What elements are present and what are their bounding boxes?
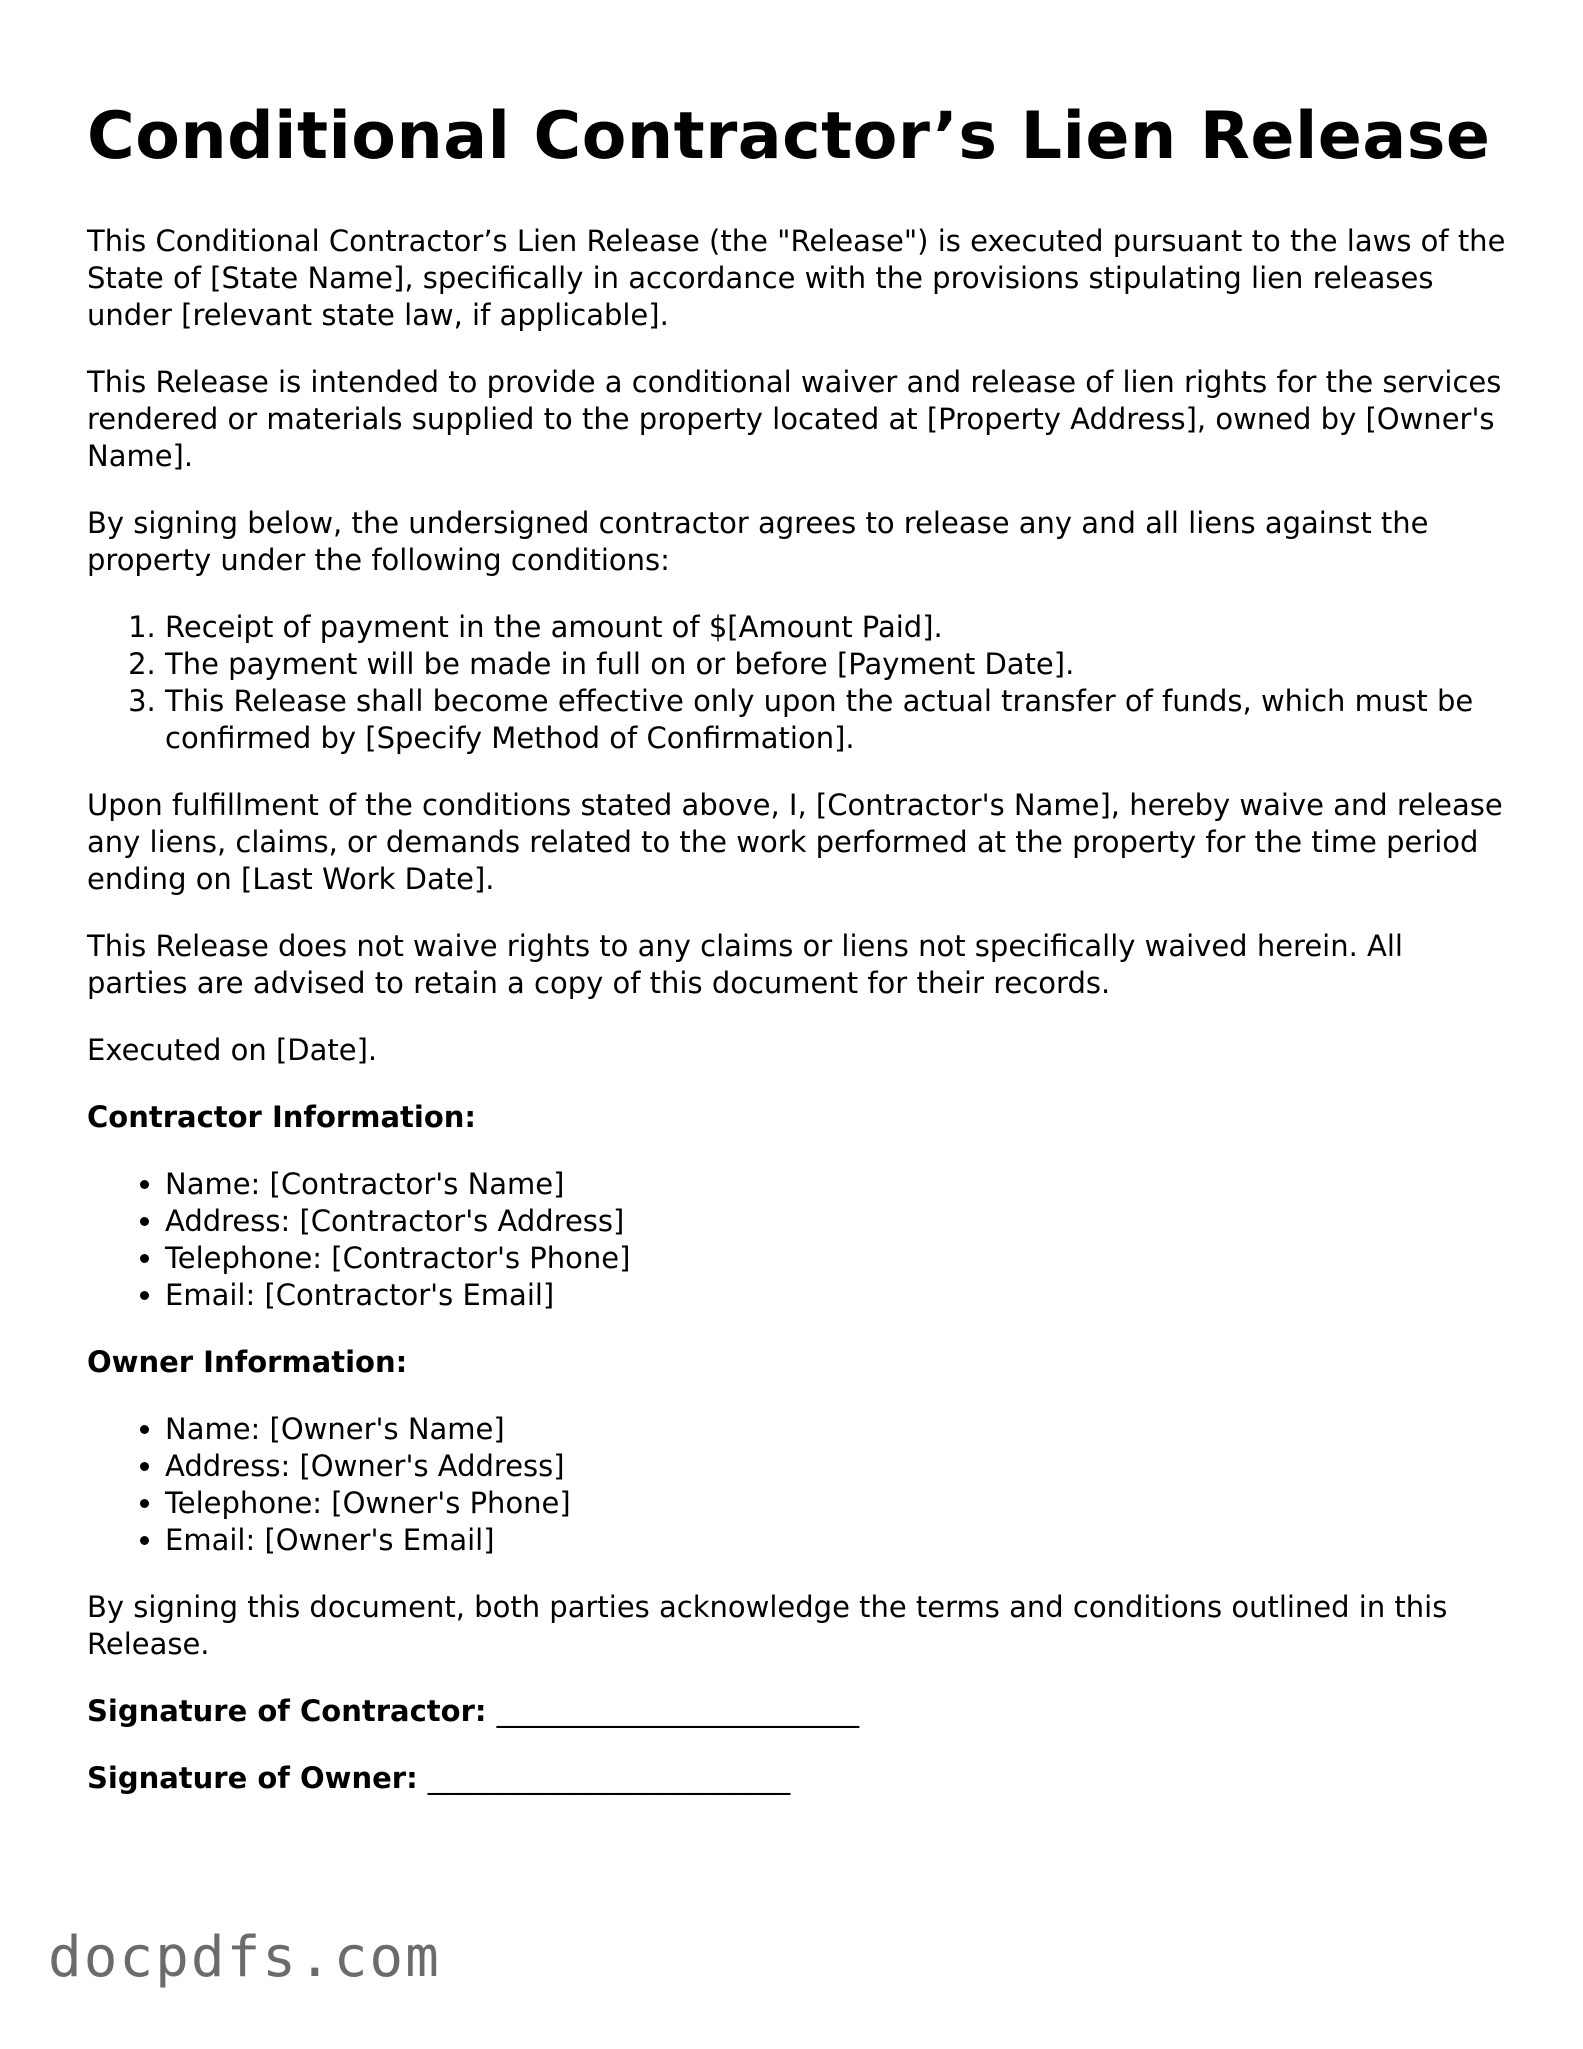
list-item: • Telephone: [Contractor's Phone] <box>165 1240 1507 1277</box>
agreement-paragraph: By signing below, the undersigned contractor agrees to release any and all liens against the property under the following conditions: <box>87 505 1429 577</box>
fulfillment-paragraph: Upon fulfillment of the conditions stated above, I, [Contractor's Name], hereby waive and release any liens, claims, or demands related to the work performed at the property for the time period ending on [Last Work Date]. <box>87 787 1503 896</box>
owner-signature <box>87 1760 1507 1797</box>
contractor-heading: Contractor Information: <box>87 1099 476 1134</box>
contractor-info-list <box>87 1166 1507 1314</box>
list-item: • Name: [Contractor's Name] <box>165 1166 1507 1203</box>
owner-info-list <box>87 1411 1507 1559</box>
acknowledge-paragraph: By signing this document, both parties acknowledge the terms and conditions outlined in this Release. <box>87 1589 1448 1661</box>
purpose-paragraph: This Release is intended to provide a conditional waiver and release of lien rights for the services rendered or materials supplied to the property located at [Property Address], owned by [Owner's Name]. <box>87 364 1502 473</box>
document-title: Conditional Contractor’s Lien Release <box>87 99 1491 174</box>
list-item: 3. This Release shall become effective only upon the actual transfer of funds, which must be confirmed by [Specify Method of Confirmation]. <box>165 683 1507 757</box>
owner-heading: Owner Information: <box>87 1344 408 1379</box>
owner-signature-line: _________________________ <box>427 1760 791 1795</box>
list-item: • Telephone: [Owner's Phone] <box>165 1485 1507 1522</box>
intro-paragraph: This Conditional Contractor’s Lien Release (the "Release") is executed pursuant to the laws of the State of [State Name], specifically in accordance with the provisions stipulating lien releases under [relevant state law, if applicable]. <box>87 223 1506 332</box>
list-item: 1. Receipt of payment in the amount of $[Amount Paid]. <box>165 609 1507 646</box>
list-item: • Address: [Contractor's Address] <box>165 1203 1507 1240</box>
owner-signature-label: Signature of Owner: <box>87 1760 418 1795</box>
list-item: 2. The payment will be made in full on or before [Payment Date]. <box>165 646 1507 683</box>
list-item: • Email: [Contractor's Email] <box>165 1277 1507 1314</box>
list-item: • Email: [Owner's Email] <box>165 1522 1507 1559</box>
document-page <box>87 100 1507 1827</box>
executed-paragraph: Executed on [Date]. <box>87 1032 378 1067</box>
conditions-list <box>87 609 1507 757</box>
list-item: • Address: [Owner's Address] <box>165 1448 1507 1485</box>
contractor-signature-label: Signature of Contractor: <box>87 1693 487 1728</box>
watermark-footer: docpdfs.com <box>48 1925 441 1990</box>
contractor-signature-line: _________________________ <box>496 1693 860 1728</box>
list-item: • Name: [Owner's Name] <box>165 1411 1507 1448</box>
contractor-signature <box>87 1693 1507 1730</box>
rights-paragraph: This Release does not waive rights to any claims or liens not specifically waived herein. All parties are advised to retain a copy of this document for their records. <box>87 928 1403 1000</box>
